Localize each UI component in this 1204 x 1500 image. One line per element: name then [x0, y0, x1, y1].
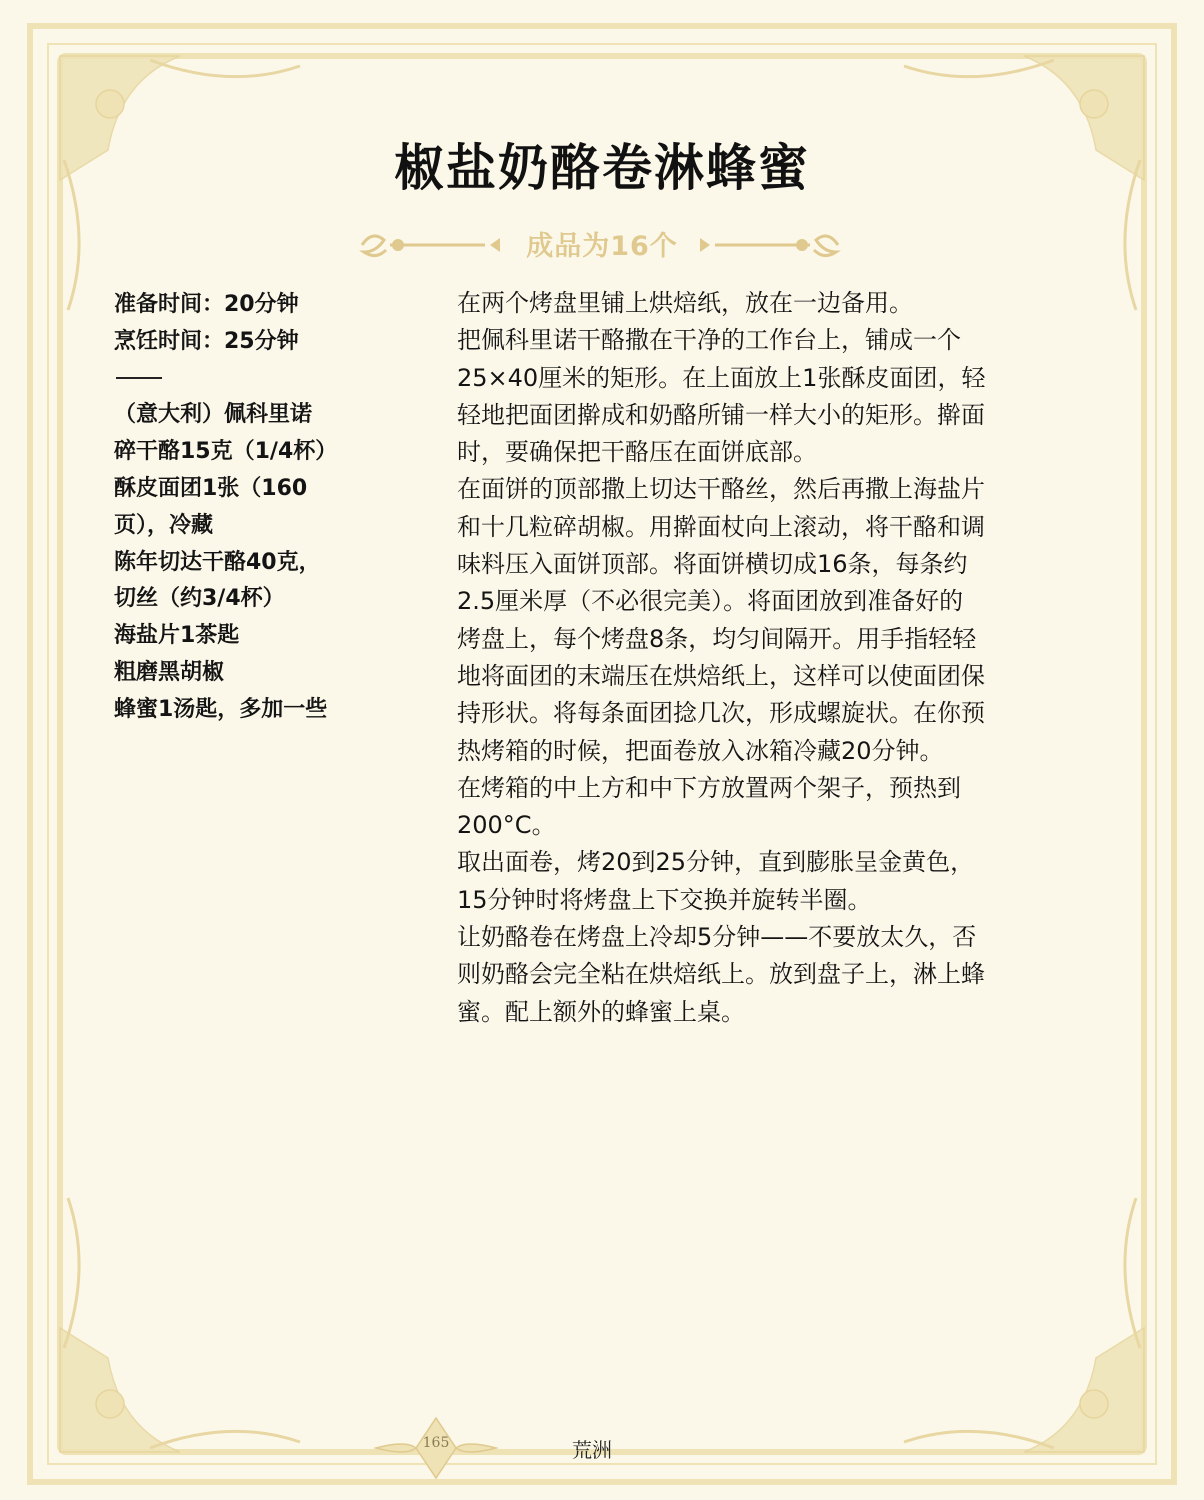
ingredient-line: 页），冷藏: [114, 512, 214, 538]
section-divider: [114, 361, 434, 398]
method-line: 和十几粒碎胡椒。用擀面杖向上滚动，将干酪和调: [457, 512, 985, 541]
method-line: 烤盘上，每个烤盘8条，均匀间隔开。用手指轻轻: [457, 624, 977, 653]
method-line: 持形状。将每条面团捻几次，形成螺旋状。在你预: [457, 699, 985, 728]
method-line: 25×40厘米的矩形。在上面放上1张酥皮面团，轻: [457, 363, 986, 392]
page-number: 165: [422, 1435, 450, 1451]
ingredient-list: [114, 397, 434, 728]
ingredients-column: [114, 287, 434, 729]
method-line: 2.5厘米厚（不必很完美）。将面团放到准备好的: [457, 587, 964, 616]
method-line: 15分钟时将烤盘上下交换并旋转半圈。: [457, 885, 872, 914]
ingredient-line: 切丝（约3/4杯）: [114, 586, 285, 612]
ingredient-line: 碎干酪15克（1/4杯）: [114, 439, 338, 465]
ingredient-line: （意大利）佩科里诺: [114, 402, 313, 428]
method-line: 200°C。: [457, 811, 556, 840]
recipe-title: 椒盐奶酪卷淋蜂蜜: [394, 138, 810, 197]
method-line: 让奶酪卷在烤盘上冷却5分钟——不要放太久，否: [457, 923, 977, 952]
method-line: 味料压入面饼顶部。将面饼横切成16条，每条约: [457, 550, 968, 579]
method-line: 热烤箱的时候，把面卷放入冰箱冷藏20分钟。: [457, 736, 944, 765]
method-text: [457, 285, 1097, 1031]
ingredient-line: 酥皮面团1张（160: [114, 475, 308, 501]
method-line: 在两个烤盘里铺上烘焙纸，放在一边备用。: [457, 289, 913, 317]
ingredient-line: 陈年切达干酪40克，: [114, 549, 321, 575]
method-line: 轻地把面团擀成和奶酪所铺一样大小的矩形。擀面: [457, 400, 985, 429]
method-line: 则奶酪会完全粘在烘焙纸上。放到盘子上，淋上蜂: [457, 960, 985, 989]
method-line: 把佩科里诺干酪撒在干净的工作台上，铺成一个: [457, 326, 961, 355]
method-line: 地将面团的末端压在烘焙纸上，这样可以使面团保: [457, 661, 985, 690]
method-line: 在烤箱的中上方和中下方放置两个架子，预热到: [457, 773, 961, 802]
method-line: 蜜。配上额外的蜂蜜上桌。: [457, 997, 745, 1026]
prep-time: 准备时间：20分钟: [114, 292, 299, 317]
ingredient-line: 蜂蜜1汤匙，多加一些: [114, 696, 328, 722]
method-line: 时，要确保把干酪压在面饼底部。: [457, 438, 817, 467]
ingredient-line: 海盐片1茶匙: [114, 623, 240, 649]
cook-time: 烹饪时间：25分钟: [114, 328, 299, 354]
method-line: 取出面卷，烤20到25分钟，直到膨胀呈金黄色，: [457, 848, 975, 877]
section-label: 荒洲: [572, 1438, 612, 1462]
ingredient-line: 粗磨黑胡椒: [114, 659, 225, 685]
method-line: 在面饼的顶部撒上切达干酪丝，然后再撒上海盐片: [457, 475, 985, 504]
yield-text: 成品为16个: [526, 231, 678, 262]
